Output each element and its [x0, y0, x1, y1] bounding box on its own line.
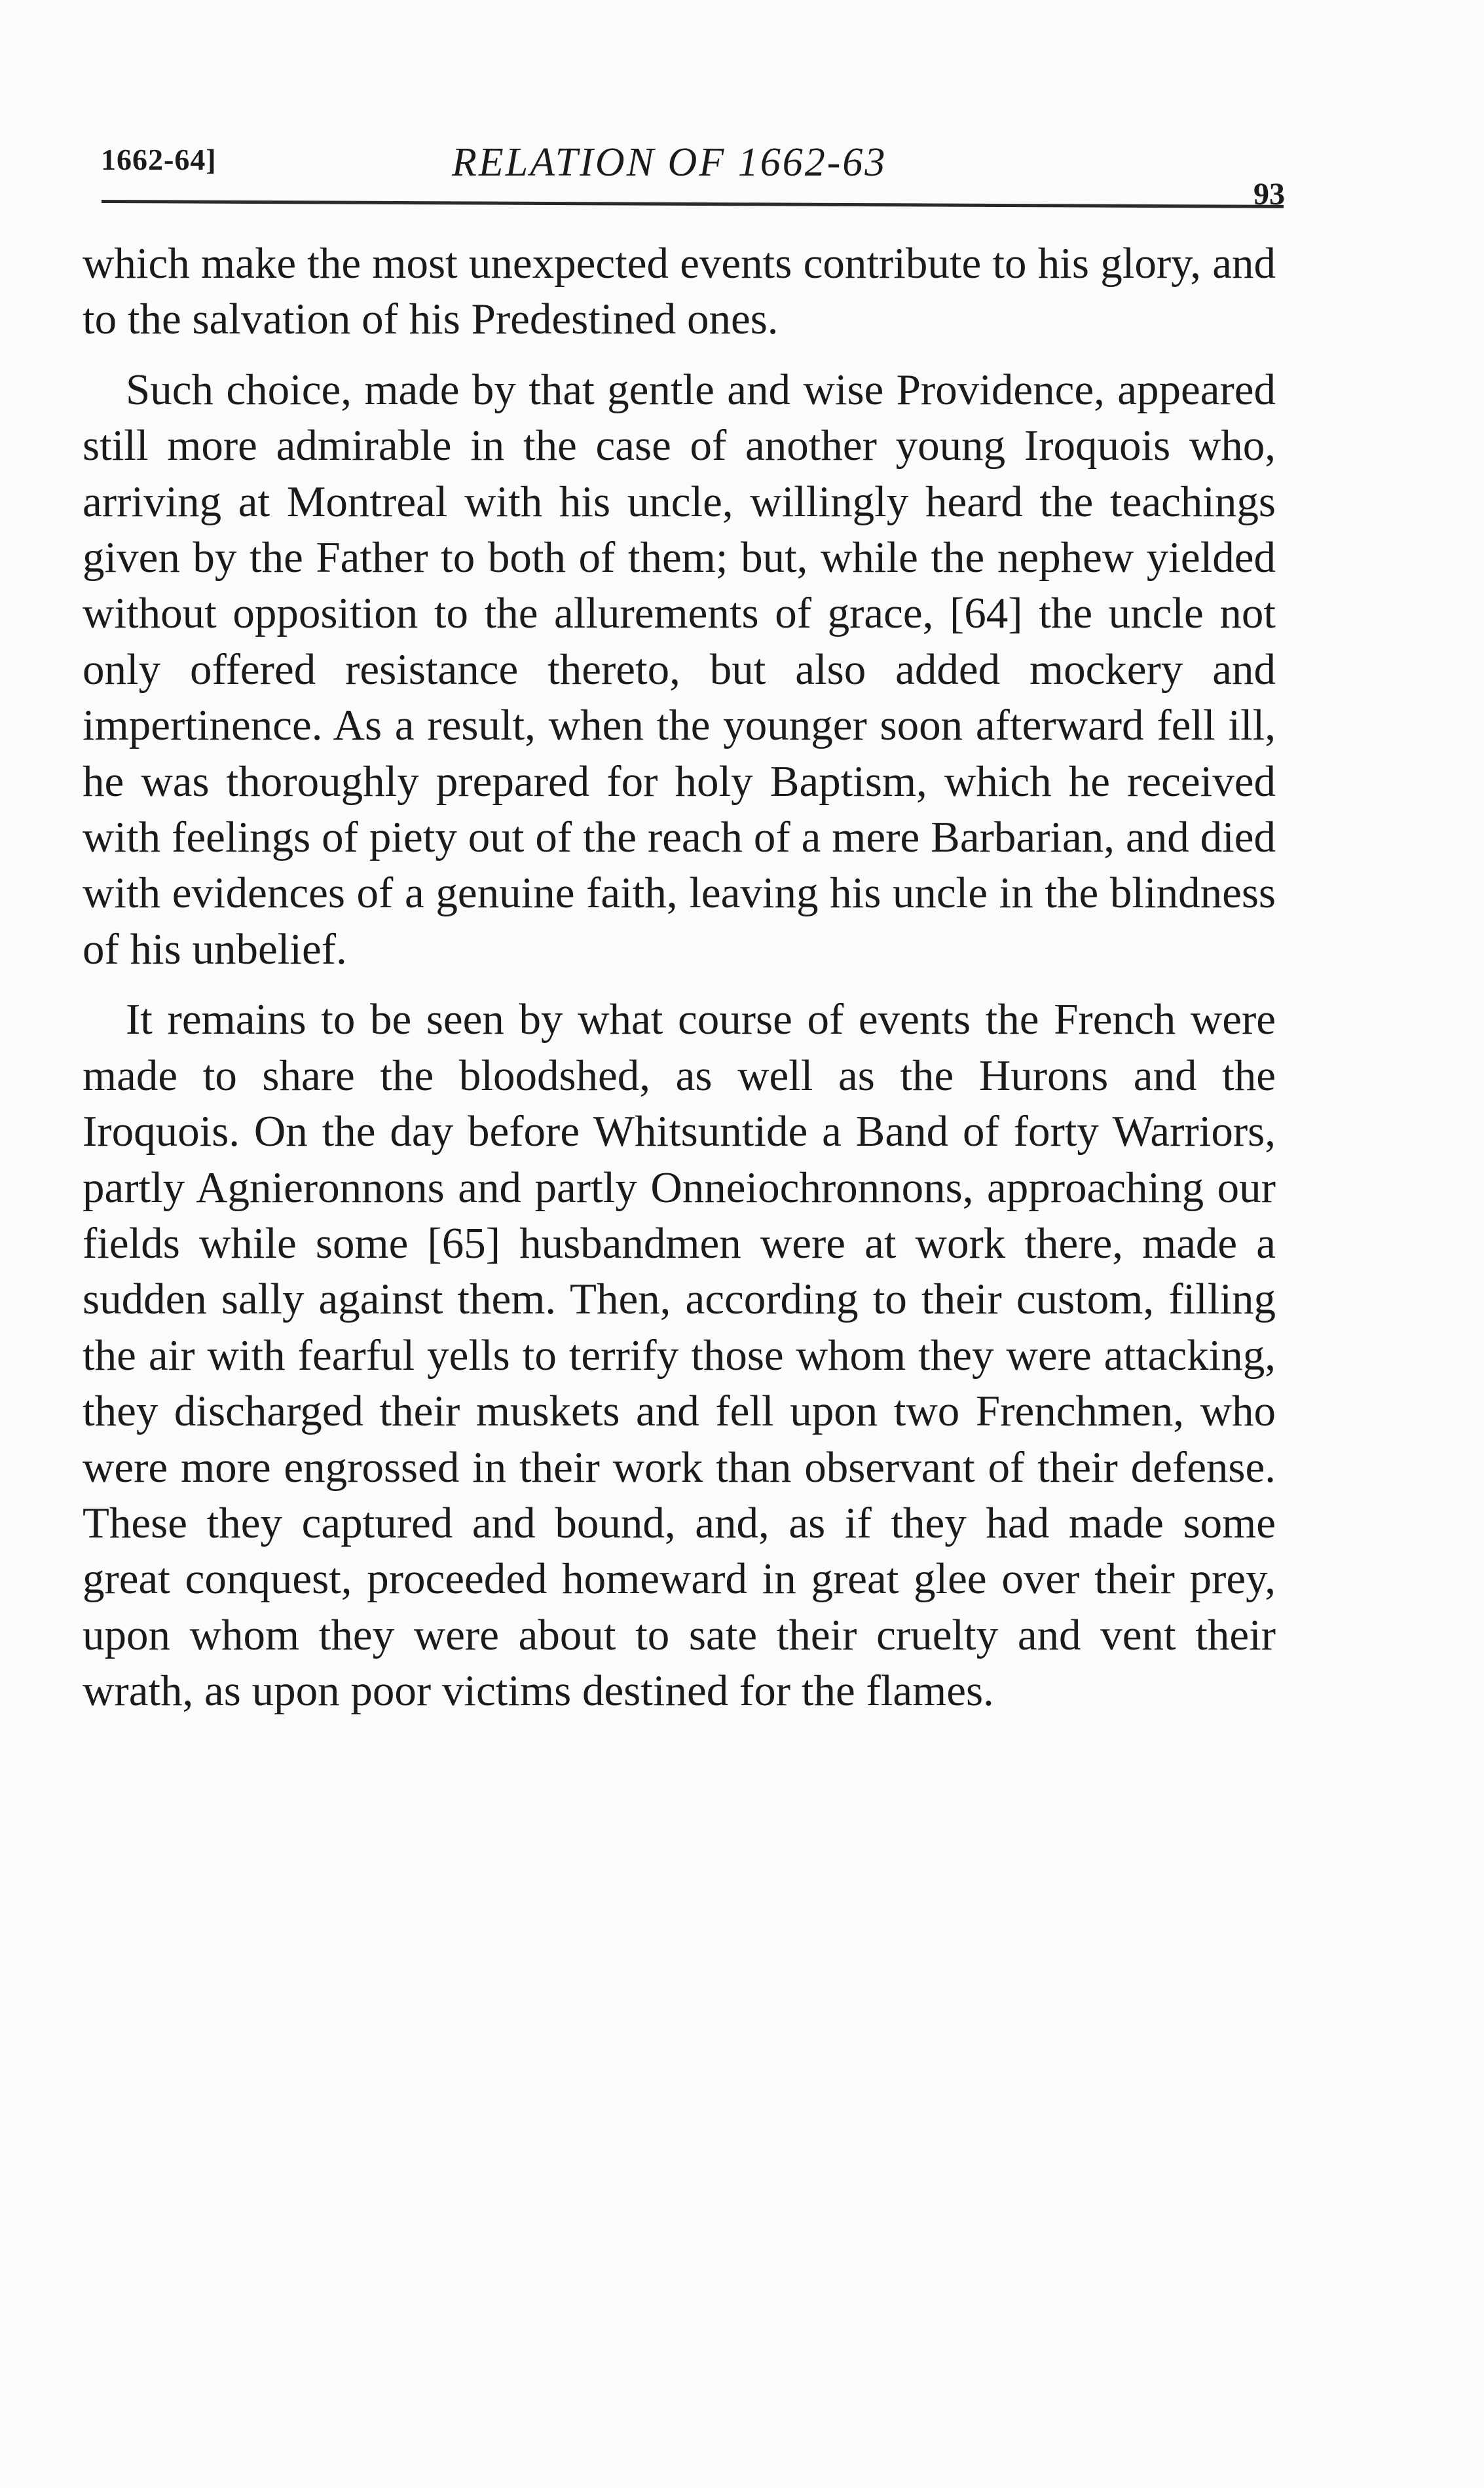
body-text — [83, 236, 1276, 1720]
paragraph-3: It remains to be seen by what course of events the French were made to share the bloodshed, as well as the Hurons and the Iroquois. On the day before Whitsuntide a Band of forty Warriors, partly Agnieronnons and partly Onneiochronnons, approaching our fields while some [65] husbandmen were at work there, made a sudden sally against them. Then, according to their custom, filling the air with fearful yells to terrify those whom they were attacking, they discharged their muskets and fell upon two Frenchmen, who were more engrossed in their work than observant of their defense. These they captured and bound, and, as if they had made some great conquest, proceeded homeward in great glee over their prey, upon whom they were about to sate their cruelty and vent their wrath, as upon poor victims destined for the flames. — [83, 995, 1276, 1716]
paragraph-2: Such choice, made by that gentle and wise Providence, appeared still more admirable in the case of another young Iroquois who, arriving at Montreal with his uncle, willingly heard the teachings given by the Father to both of them; but, while the nephew yielded without opposition to the allurements of grace, [64] the uncle not only offered resistance thereto, but also added mockery and impertinence. As a result, when the younger soon afterward fell ill, he was thoroughly prepared for holy Baptism, which he received with feelings of piety out of the reach of a mere Barbarian, and died with evidences of a genuine faith, leaving his uncle in the blindness of his unbelief. — [83, 365, 1276, 973]
header-date-range: 1662-64] — [101, 143, 217, 176]
running-header — [98, 134, 1290, 212]
paragraph-1: which make the most unexpected events contribute to his glory, and to the salvation of his Predestined ones. — [83, 239, 1276, 344]
page-number: 93 — [1253, 177, 1285, 212]
header-running-title: RELATION OF 1662-63 — [452, 140, 887, 185]
